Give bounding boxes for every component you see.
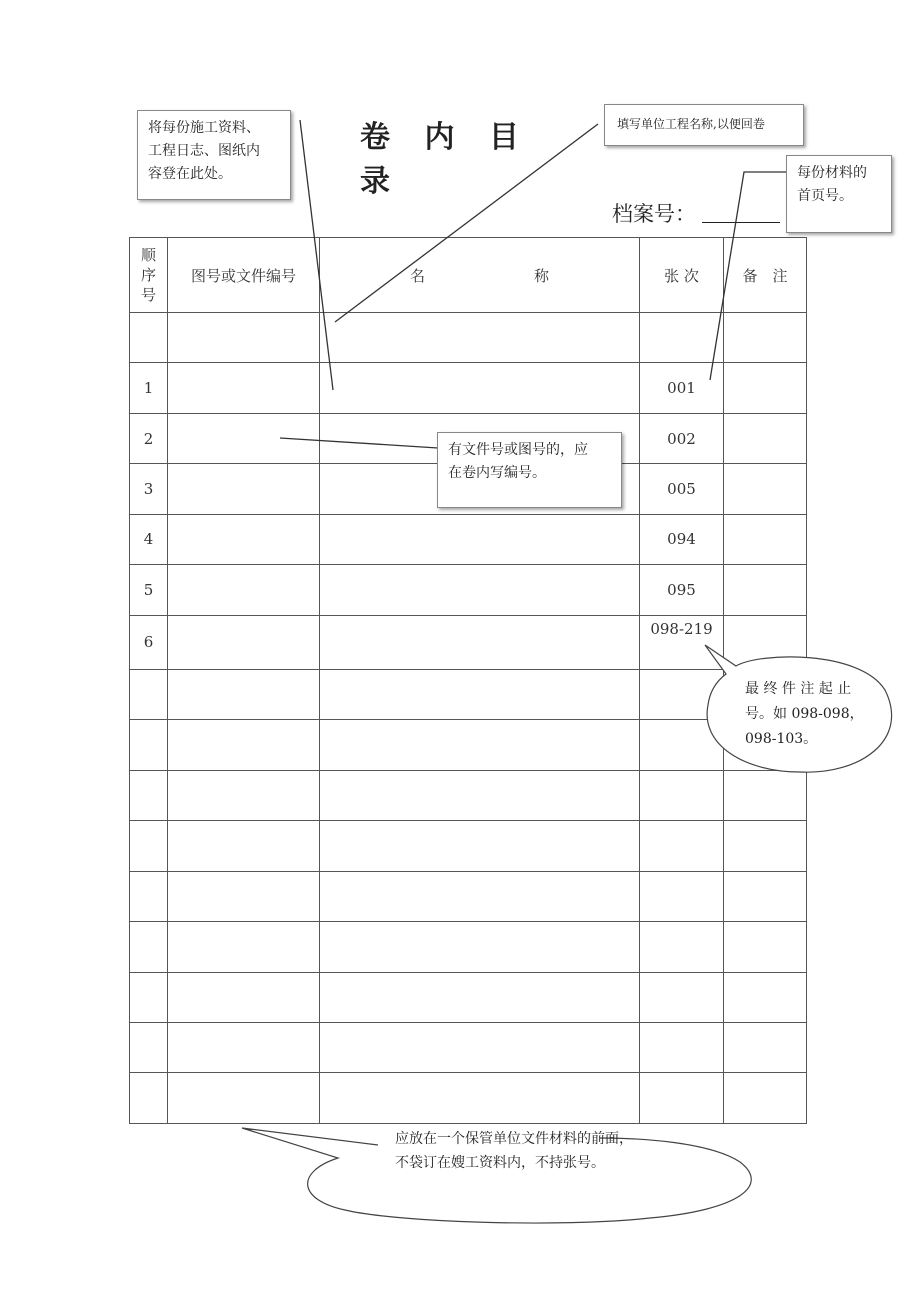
cell-sheet: 002 [640,413,724,463]
note-file-number-text: 有文件号或图号的，应 在卷内写编号。 [448,442,588,481]
note-bottom-text: 应放在一个保管单位文件材料的前面， 不袋订在嫂工资料内，不持张号。 [395,1131,633,1171]
bubble-last-sheet-text [745,677,864,752]
cell-seq: 6 [130,615,168,669]
header-remarks: 备 注 [724,238,807,313]
cell-sheet: 098-219 [640,615,724,669]
note-last-sheet-text: 最 终 件 注 起 止 号。如 098-098， 098-103。 [745,681,864,747]
header-seq-text: 顺 序 号 [140,246,156,304]
cell-seq: 1 [130,363,168,413]
cell-sheet: 094 [640,514,724,564]
cell-seq: 2 [130,413,168,463]
cell-sheet: 005 [640,464,724,514]
note-file-number [437,432,622,508]
note-top-left-text: 将每份施工资料、 工程日志、图纸内 容登在此处。 [148,120,260,182]
header-name-right: 称 [533,266,549,285]
cell-sheet: 001 [640,363,724,413]
bubble-bottom-text [395,1127,633,1175]
archive-number-label: 档案号： [612,202,696,226]
note-first-page-text: 每份材料的 首页号。 [797,165,867,204]
page-title: 卷 内 目 录 [360,120,531,199]
cell-seq: 4 [130,514,168,564]
pointer-line-top-left [300,120,333,390]
cell-seq: 3 [130,464,168,514]
cell-sheet: 095 [640,565,724,615]
pointer-line-file-number [280,438,438,448]
header-sheets: 张 次 [640,238,724,313]
header-name-left: 名 [410,266,426,285]
cell-seq: 5 [130,565,168,615]
header-file-no: 图号或文件编号 [168,238,320,313]
note-top-right-text: 填写单位工程名称,以便回卷 [617,117,765,131]
pointer-line-top-right [335,124,598,322]
pointer-line-first-page [710,172,786,380]
